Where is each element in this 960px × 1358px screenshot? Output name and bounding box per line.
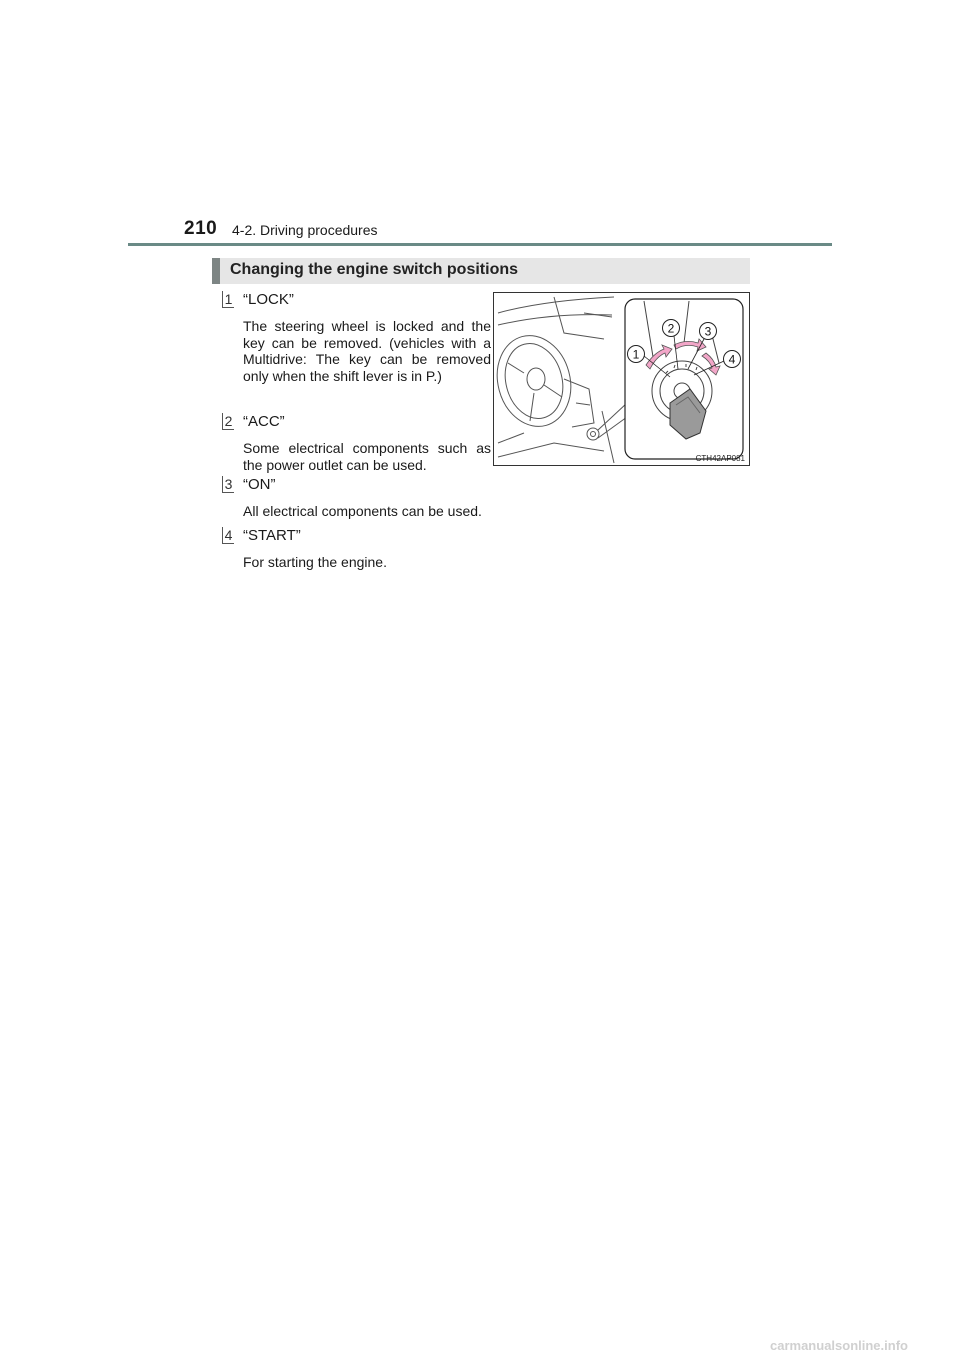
door-line <box>602 411 614 463</box>
step-title: “LOCK” <box>243 291 294 308</box>
ignition-small-core <box>591 432 596 437</box>
illustration-drawing <box>494 293 749 465</box>
step-title: “START” <box>243 527 301 544</box>
step-number: 2 <box>222 413 234 430</box>
ignition-small <box>587 428 599 440</box>
connector-line <box>598 403 627 430</box>
steering-column-detail <box>576 403 590 405</box>
callout-label-2: 2 <box>667 321 675 336</box>
dashboard-line <box>554 297 604 339</box>
step-number: 1 <box>222 291 234 308</box>
step-title: “ON” <box>243 476 276 493</box>
callout-label-1: 1 <box>632 347 640 362</box>
callout-label-4: 4 <box>728 352 736 367</box>
header-rule <box>128 243 832 246</box>
steering-wheel-inner <box>497 337 571 425</box>
step-title: “ACC” <box>243 413 285 430</box>
step-description: Some electrical components such as the power outlet can be used. <box>243 440 491 473</box>
connector-line <box>598 417 627 438</box>
watermark: carmanualsonline.info <box>770 1338 908 1353</box>
engine-switch-illustration <box>493 292 750 466</box>
step-number: 4 <box>222 527 234 544</box>
section-path: 4-2. Driving procedures <box>232 222 378 238</box>
step-number: 3 <box>222 476 234 493</box>
section-heading <box>212 258 750 284</box>
step-description: The steering wheel is locked and the key can be removed. (vehicles with a Multidrive: The key can be removed only when the shift lever is in P.) <box>243 318 491 384</box>
dashboard-line <box>498 315 612 325</box>
step-description: All electrical components can be used. <box>243 503 482 519</box>
step-description: For starting the engine. <box>243 554 387 570</box>
steering-hub <box>527 368 545 390</box>
section-heading-text: Changing the engine switch positions <box>230 261 519 278</box>
figure-code: CTH42AP081 <box>695 454 745 463</box>
page-number: 210 <box>184 218 218 239</box>
callout-label-3: 3 <box>704 324 712 339</box>
